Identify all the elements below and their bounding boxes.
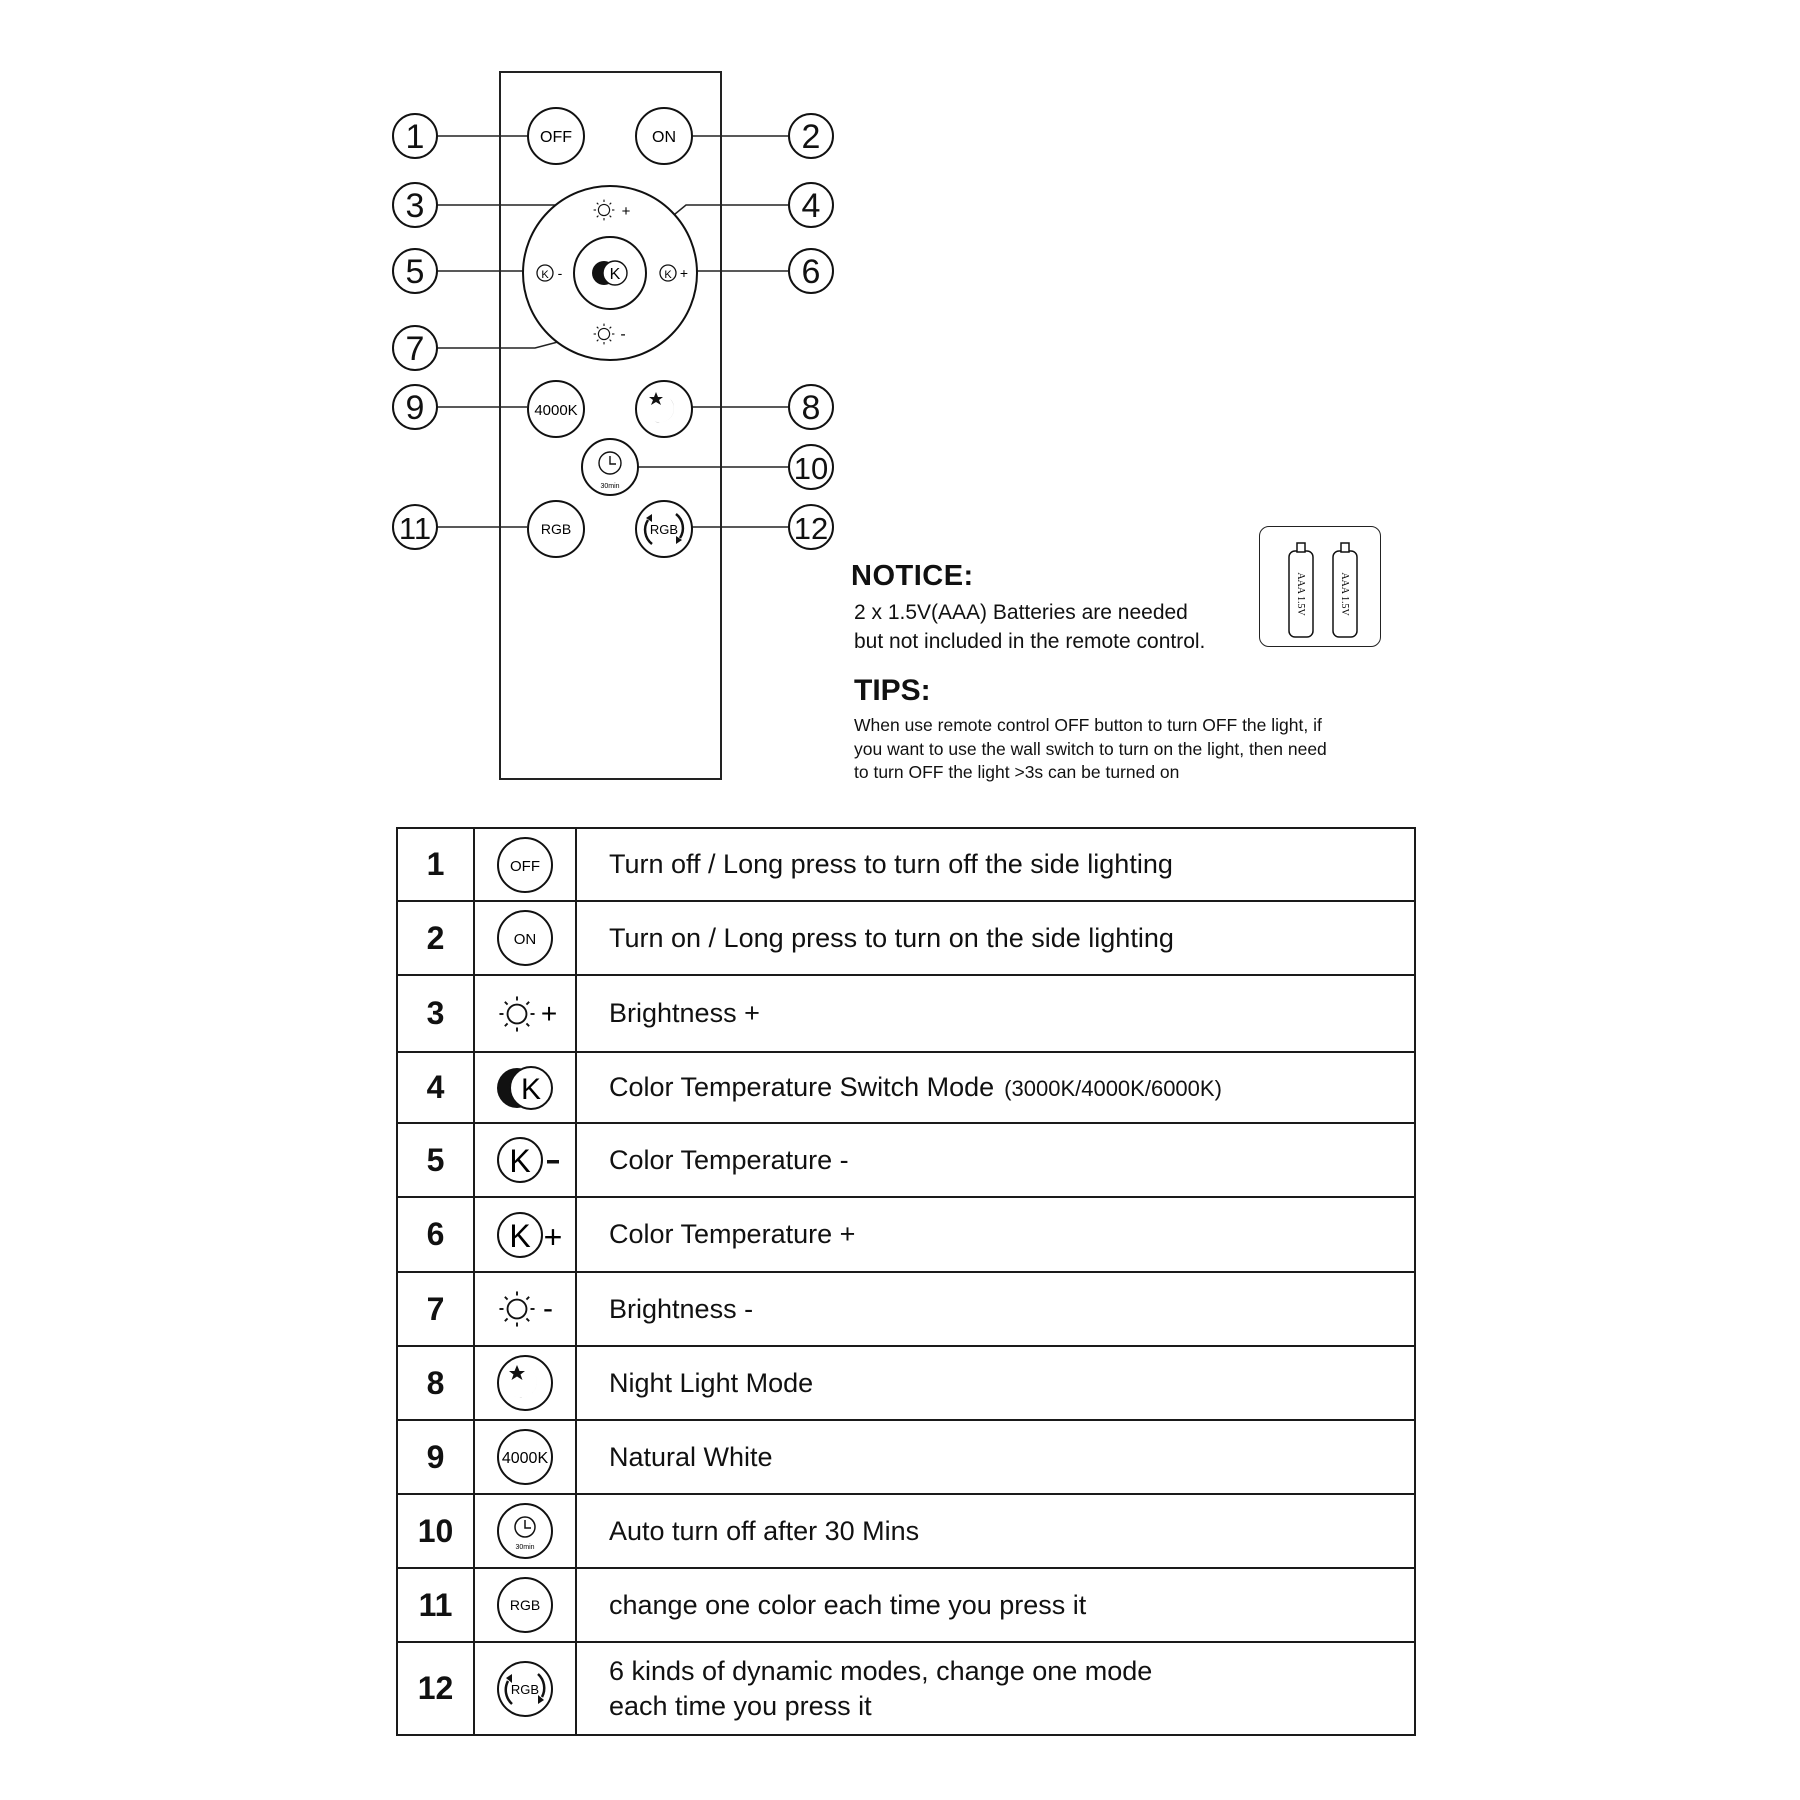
- table-row: [397, 1052, 1415, 1123]
- callout-8: [789, 385, 833, 429]
- row-number: 9: [397, 1420, 474, 1494]
- svg-text:8: 8: [801, 389, 821, 427]
- battery-illustration: [1259, 526, 1381, 647]
- natural-white-button[interactable]: [528, 381, 584, 437]
- row-description: Brightness -: [576, 1272, 1415, 1346]
- row-description-text: Color Temperature Switch Mode: [609, 1071, 995, 1102]
- color-temp-switch-button[interactable]: [574, 237, 646, 309]
- row-description: Color Temperature +: [576, 1197, 1415, 1272]
- row-description: Color Temperature -: [576, 1123, 1415, 1197]
- row-number: 10: [397, 1494, 474, 1568]
- svg-text:ON: ON: [513, 931, 537, 948]
- callout-12: [789, 505, 833, 549]
- callout-5: [393, 249, 437, 293]
- svg-text:K: K: [520, 1072, 542, 1106]
- rgb-cycle-icon: [474, 1642, 576, 1735]
- timer-button[interactable]: [582, 439, 638, 495]
- table-row: [397, 901, 1415, 975]
- battery-icon: [1333, 543, 1357, 637]
- tips-line-3: to turn OFF the light >3s can be turned on: [854, 762, 1180, 782]
- svg-text:K: K: [664, 269, 672, 281]
- svg-text:9: 9: [405, 389, 425, 427]
- svg-text:3: 3: [405, 187, 425, 225]
- row-description: Auto turn off after 30 Mins: [576, 1494, 1415, 1568]
- svg-text:RGB: RGB: [510, 1681, 540, 1697]
- night-light-button[interactable]: [636, 381, 692, 437]
- row-description: Natural White: [576, 1420, 1415, 1494]
- callout-10: [789, 445, 833, 489]
- natural-white-icon: [474, 1420, 576, 1494]
- notice-line-1: 2 x 1.5V(AAA) Batteries are needed: [854, 601, 1188, 624]
- color-temp-up-icon: [474, 1197, 576, 1272]
- svg-text:-: -: [620, 326, 626, 343]
- callout-3: [393, 183, 437, 227]
- row-description-line-2: each time you press it: [609, 1690, 872, 1721]
- svg-text:AAA 1.5V: AAA 1.5V: [1295, 572, 1306, 616]
- svg-text:ON: ON: [652, 129, 676, 146]
- svg-text:K: K: [509, 1217, 531, 1254]
- svg-text:12: 12: [793, 511, 829, 546]
- row-description: Turn off / Long press to turn off the side lighting: [576, 828, 1415, 901]
- row-number: 12: [397, 1642, 474, 1735]
- row-number: 4: [397, 1052, 474, 1123]
- svg-text:4000K: 4000K: [534, 402, 578, 419]
- row-number: 11: [397, 1568, 474, 1642]
- callout-2: [789, 114, 833, 158]
- off-button[interactable]: [528, 108, 584, 164]
- row-number: 8: [397, 1346, 474, 1420]
- row-description: Brightness +: [576, 975, 1415, 1052]
- button-legend-table: [396, 827, 1416, 1736]
- callout-7: [393, 326, 437, 370]
- brightness-up-icon: [474, 975, 576, 1052]
- svg-text:AAA 1.5V: AAA 1.5V: [1339, 572, 1350, 616]
- svg-text:K: K: [509, 1143, 531, 1179]
- table-row: [397, 1123, 1415, 1197]
- row-number: 7: [397, 1272, 474, 1346]
- callout-11: [393, 505, 437, 549]
- svg-text:+: +: [679, 265, 689, 281]
- callout-4: [789, 183, 833, 227]
- row-description: Turn on / Long press to turn on the side lighting: [576, 901, 1415, 975]
- svg-text:-: -: [543, 1292, 553, 1325]
- svg-text:RGB: RGB: [509, 1597, 541, 1613]
- notice-line-2: but not included in the remote control.: [854, 630, 1206, 653]
- callout-9: [393, 385, 437, 429]
- notice-title: NOTICE:: [851, 560, 974, 592]
- svg-text:10: 10: [793, 451, 829, 486]
- table-row: [397, 1494, 1415, 1568]
- notice-text: [854, 598, 1254, 656]
- table-row: [397, 1272, 1415, 1346]
- svg-text:30min: 30min: [515, 1544, 535, 1551]
- rgb-icon: [474, 1568, 576, 1642]
- row-description: Night Light Mode: [576, 1346, 1415, 1420]
- svg-text:11: 11: [398, 511, 432, 546]
- row-number: 5: [397, 1123, 474, 1197]
- brightness-down-icon: [474, 1272, 576, 1346]
- color-temp-down-icon: [474, 1123, 576, 1197]
- row-number: 1: [397, 828, 474, 901]
- table-row: [397, 1568, 1415, 1642]
- timer-icon: [474, 1494, 576, 1568]
- row-description: [576, 1642, 1415, 1735]
- table-row: [397, 828, 1415, 901]
- row-description: [576, 1052, 1415, 1123]
- tips-line-1: When use remote control OFF button to turn OFF the light, if: [854, 715, 1322, 735]
- svg-text:2: 2: [801, 118, 821, 156]
- svg-text:OFF: OFF: [510, 857, 540, 875]
- night-light-icon: [474, 1346, 576, 1420]
- on-icon: [474, 901, 576, 975]
- svg-text:30min: 30min: [600, 483, 620, 490]
- rgb-button[interactable]: [528, 501, 584, 557]
- svg-text:-: -: [557, 265, 563, 281]
- table-row: [397, 1346, 1415, 1420]
- row-number: 2: [397, 901, 474, 975]
- svg-text:6: 6: [801, 253, 821, 291]
- table-row: [397, 1197, 1415, 1272]
- svg-text:K: K: [541, 269, 549, 281]
- tips-text: [854, 714, 1414, 785]
- svg-text:+: +: [540, 997, 558, 1029]
- svg-text:K: K: [609, 266, 621, 283]
- table-row: [397, 1642, 1415, 1735]
- svg-text:4000K: 4000K: [501, 1450, 549, 1467]
- svg-text:7: 7: [405, 330, 425, 368]
- svg-text:+: +: [543, 1218, 563, 1255]
- color-temp-switch-icon: [474, 1052, 576, 1123]
- table-row: [397, 975, 1415, 1052]
- tips-title: TIPS:: [854, 674, 931, 707]
- table-row: [397, 1420, 1415, 1494]
- svg-text:5: 5: [405, 253, 425, 291]
- row-number: 3: [397, 975, 474, 1052]
- row-description: change one color each time you press it: [576, 1568, 1415, 1642]
- svg-text:1: 1: [405, 118, 425, 156]
- battery-icon: [1289, 543, 1313, 637]
- rgb-cycle-button[interactable]: [636, 501, 692, 557]
- row-description-line-1: 6 kinds of dynamic modes, change one mode: [609, 1655, 1153, 1686]
- svg-text:+: +: [621, 203, 631, 220]
- row-note: (3000K/4000K/6000K): [1004, 1075, 1222, 1101]
- off-icon: [474, 828, 576, 901]
- on-button[interactable]: [636, 108, 692, 164]
- callout-6: [789, 249, 833, 293]
- svg-text:RGB: RGB: [649, 522, 679, 537]
- svg-text:OFF: OFF: [540, 129, 572, 146]
- svg-text:4: 4: [801, 187, 821, 225]
- callout-1: [393, 114, 437, 158]
- row-number: 6: [397, 1197, 474, 1272]
- tips-line-2: you want to use the wall switch to turn on the light, then need: [854, 738, 1327, 759]
- svg-text:RGB: RGB: [540, 521, 572, 537]
